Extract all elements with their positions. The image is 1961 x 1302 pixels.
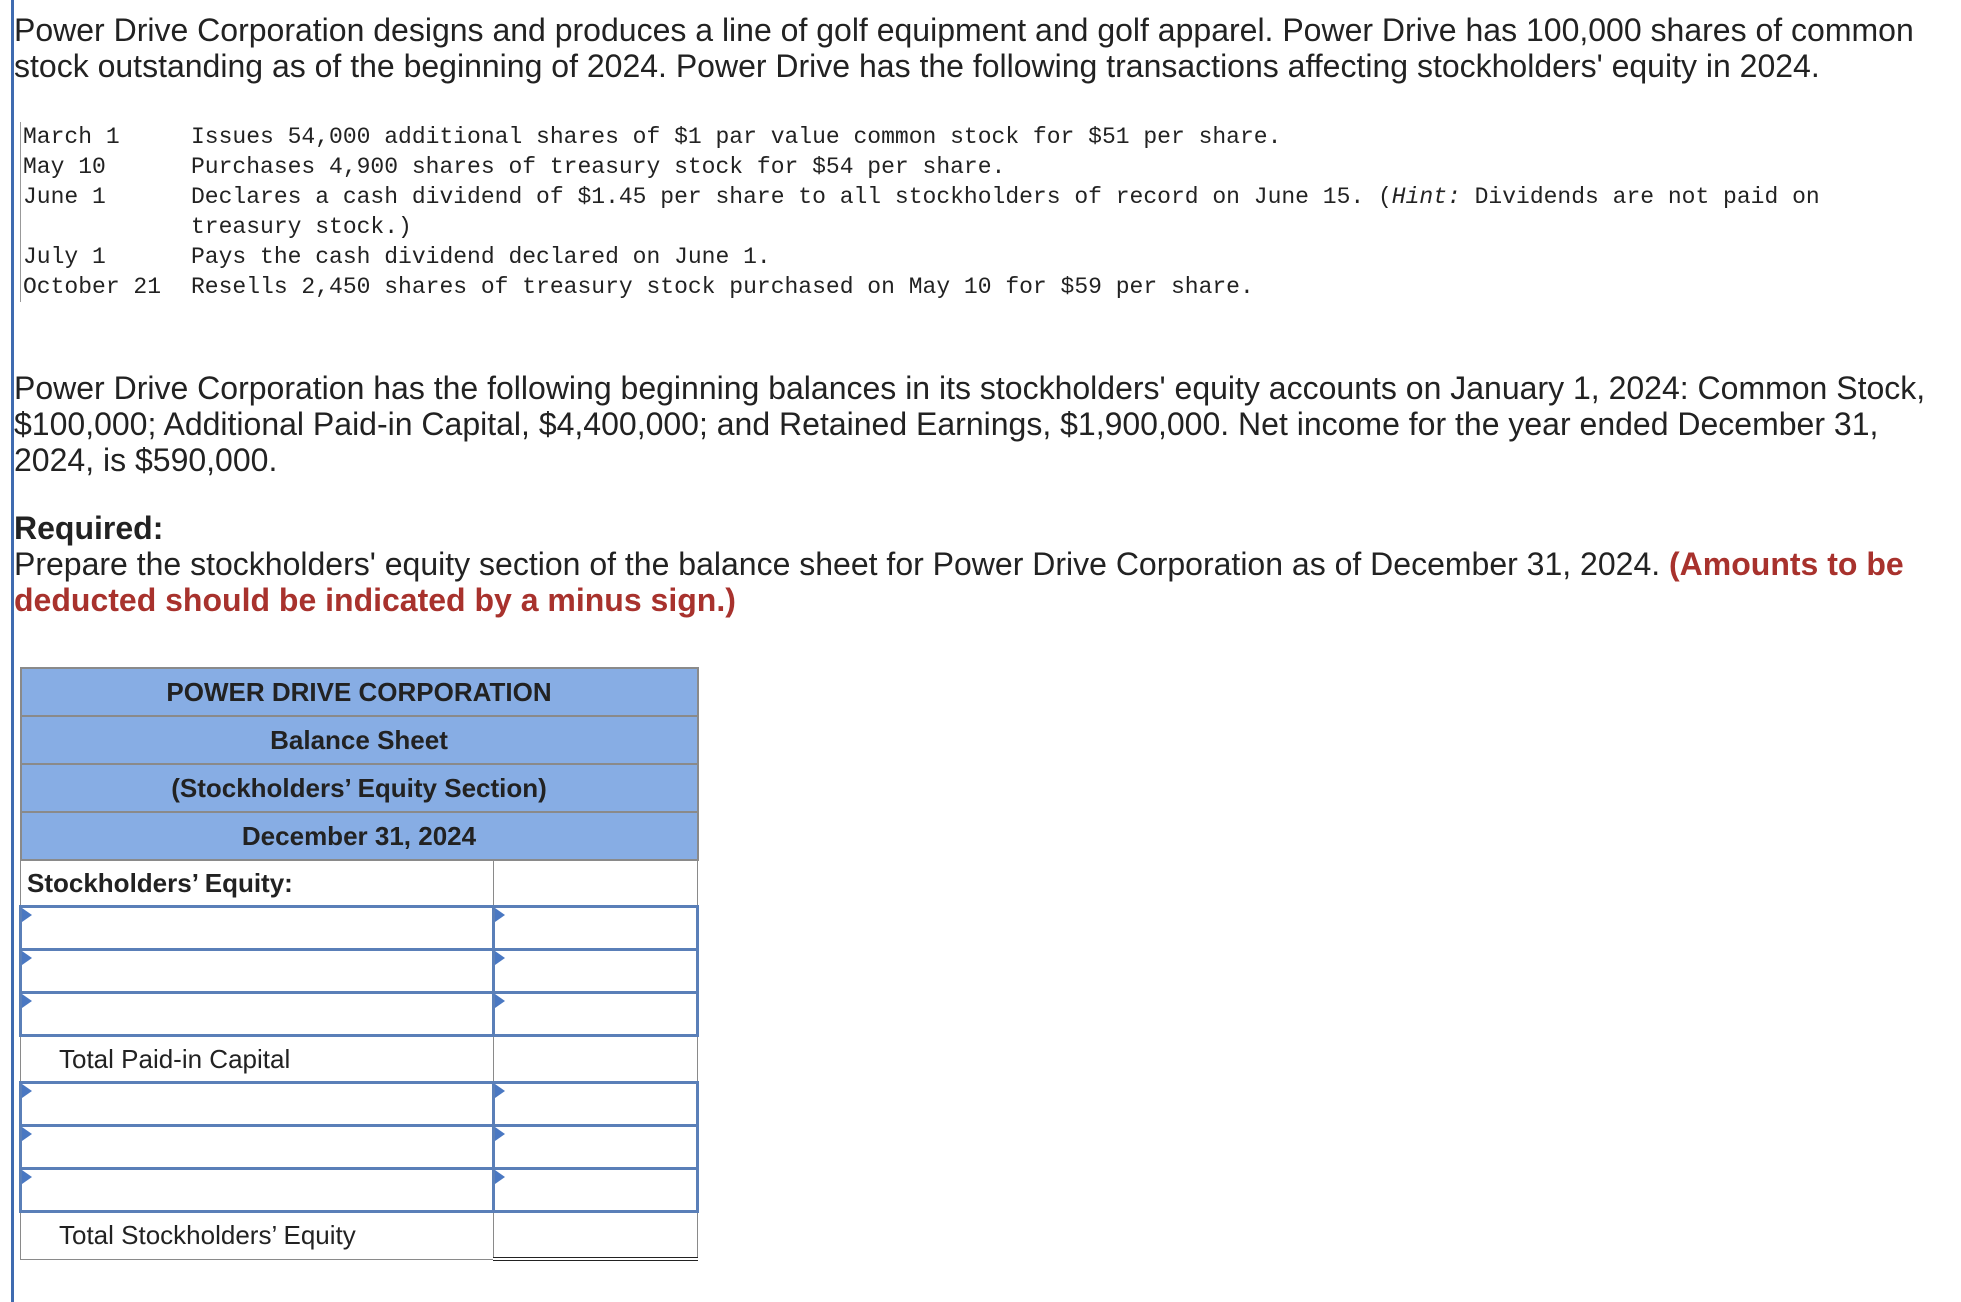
total-paid-in-label: Total Paid-in Capital xyxy=(21,1036,494,1083)
transaction-text: Resells 2,450 shares of treasury stock purchased on May 10 for $59 per share. xyxy=(191,274,1254,300)
transaction-date: June 1 xyxy=(23,184,106,210)
balances-paragraph: Power Drive Corporation has the following beginning balances in its stockholders' equity accounts on January 1, 2024: Common Stock, $100,000; Additional Paid-in Capital, $4,400,000; and Retained Earnings, $1,900,000. Net income for the year ended December 31, 2024, is $590,000. xyxy=(14,370,1926,478)
account-name-input[interactable] xyxy=(22,994,492,1034)
transaction-date: July 1 xyxy=(23,244,106,270)
account-name-input[interactable] xyxy=(22,1170,492,1210)
transaction-date: October 21 xyxy=(23,274,162,300)
account-name-cell xyxy=(21,1083,494,1126)
transaction-text xyxy=(191,182,1841,242)
dropdown-marker-icon xyxy=(495,951,505,965)
transaction-row xyxy=(23,152,1841,182)
transaction-row xyxy=(23,122,1841,152)
total-equity-amount xyxy=(493,1212,697,1260)
transaction-date: May 10 xyxy=(23,154,106,180)
amount-cell xyxy=(493,950,697,993)
amount-cell xyxy=(493,1169,697,1212)
account-name-input[interactable] xyxy=(22,1084,492,1124)
dropdown-marker-icon xyxy=(495,1127,505,1141)
total-equity-label: Total Stockholders’ Equity xyxy=(21,1212,494,1260)
account-name-input[interactable] xyxy=(22,951,492,991)
amount-input[interactable] xyxy=(495,951,696,991)
amount-input[interactable] xyxy=(495,1170,696,1210)
sheet-company: POWER DRIVE CORPORATION xyxy=(21,668,698,716)
dropdown-marker-icon xyxy=(495,1170,505,1184)
transaction-date: March 1 xyxy=(23,124,120,150)
sheet-title: Balance Sheet xyxy=(21,716,698,764)
sheet-subtitle: (Stockholders’ Equity Section) xyxy=(21,764,698,812)
transaction-text-part: Declares a cash dividend of $1.45 per share to all stockholders of record on June 15. ( xyxy=(191,184,1392,210)
sheet-date: December 31, 2024 xyxy=(21,812,698,860)
account-name-input[interactable] xyxy=(22,1127,492,1167)
intro-paragraph: Power Drive Corporation designs and produces a line of golf equipment and golf apparel. Power Drive has 100,000 shares of common stock outstanding as of the beginning of 2024. Power Drive has the following transactions affecting stockholders' equity in 2024. xyxy=(14,12,1914,84)
dropdown-marker-icon xyxy=(22,908,32,922)
transaction-text: Purchases 4,900 shares of treasury stock for $54 per share. xyxy=(191,154,1006,180)
dropdown-marker-icon xyxy=(22,1170,32,1184)
amount-input[interactable] xyxy=(495,1084,696,1124)
amount-cell xyxy=(493,993,697,1036)
account-name-cell xyxy=(21,1126,494,1169)
dropdown-marker-icon xyxy=(22,994,32,1008)
account-name-cell xyxy=(21,950,494,993)
dropdown-marker-icon xyxy=(22,951,32,965)
transaction-text: Issues 54,000 additional shares of $1 par value common stock for $51 per share. xyxy=(191,124,1282,150)
required-section xyxy=(14,510,1934,618)
amount-input[interactable] xyxy=(495,1127,696,1167)
balance-sheet-table xyxy=(19,667,699,1261)
transaction-row xyxy=(23,182,1841,242)
section-label: Stockholders’ Equity: xyxy=(21,860,494,907)
transaction-text-part: Dividends are not paid on treasury stock.) xyxy=(191,184,1820,240)
required-note: (Amounts to be deducted should be indicated by a minus sign.) xyxy=(14,546,1904,618)
dropdown-marker-icon xyxy=(22,1127,32,1141)
left-margin-rule xyxy=(11,0,14,1302)
transaction-row xyxy=(23,242,1841,272)
transaction-text: Pays the cash dividend declared on June 1. xyxy=(191,244,771,270)
account-name-input[interactable] xyxy=(22,908,492,948)
account-name-cell xyxy=(21,1169,494,1212)
dropdown-marker-icon xyxy=(22,1084,32,1098)
account-name-cell xyxy=(21,993,494,1036)
account-name-cell xyxy=(21,907,494,950)
transactions-list xyxy=(20,122,1841,302)
amount-input[interactable] xyxy=(495,908,696,948)
dropdown-marker-icon xyxy=(495,908,505,922)
total-paid-in-amount xyxy=(493,1036,697,1083)
amount-cell xyxy=(493,1083,697,1126)
hint-label: Hint: xyxy=(1391,184,1461,210)
required-label: Required: xyxy=(14,510,164,546)
section-amount-cell xyxy=(493,860,697,907)
amount-input[interactable] xyxy=(495,994,696,1034)
amount-cell xyxy=(493,907,697,950)
amount-cell xyxy=(493,1126,697,1169)
transaction-row xyxy=(23,272,1841,302)
dropdown-marker-icon xyxy=(495,994,505,1008)
dropdown-marker-icon xyxy=(495,1084,505,1098)
required-text: Prepare the stockholders' equity section of the balance sheet for Power Drive Corporation as of December 31, 2024. xyxy=(14,546,1670,582)
